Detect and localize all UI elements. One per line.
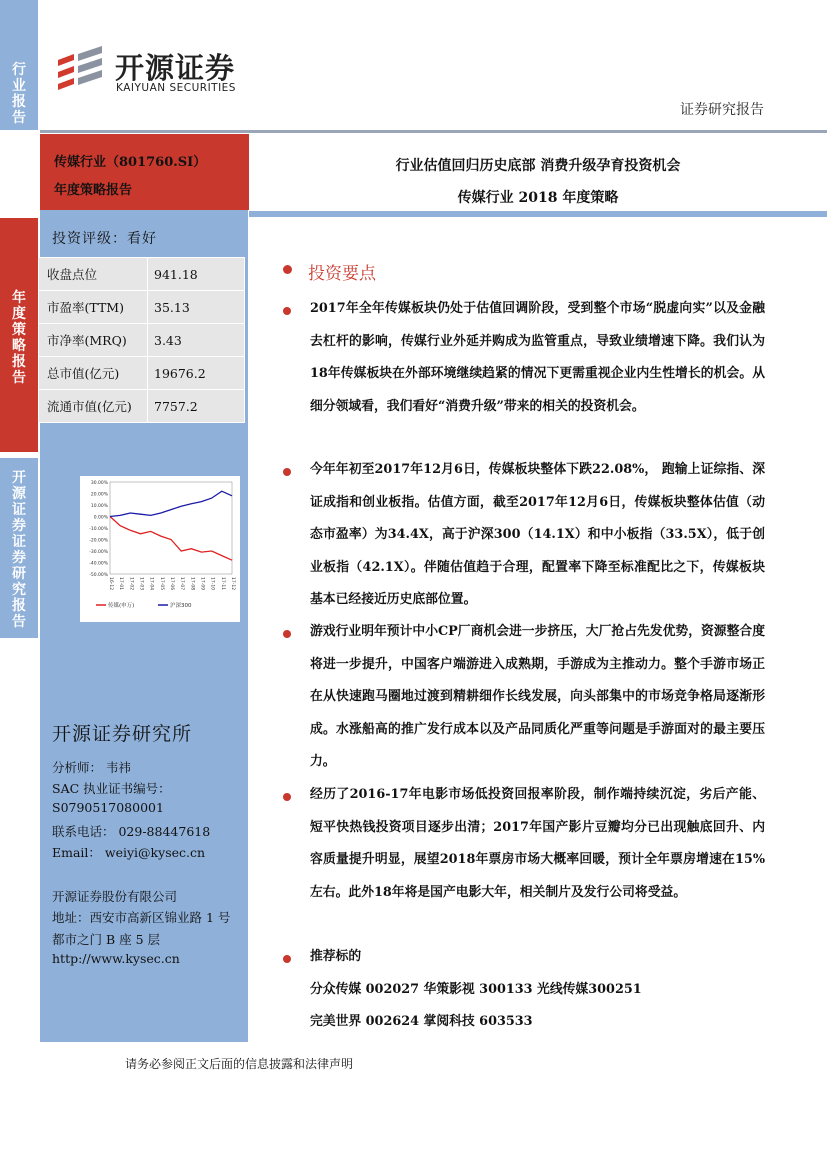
x-tick-label: 17-11 xyxy=(219,577,225,591)
paragraph-valuation: 今年年初至2017年12月6日，传媒板块整体下跌22.08%， 跑输上证综指、深证成指和创业板指。估值方面，截至2017年12月6日，传媒板块整体估值（动态市盈率）为34.4X，高于沪深300（14.1X）和中小板指（33.5X），低于创业板指（42.1X）。伴随估值趋于合理，配置率下降至标准配比之下，传媒板块基本已经接近历史底部位置。 xyxy=(310,462,765,607)
recommend-line1: 分众传媒 002027 华策影视 300133 光线传媒300251 xyxy=(310,982,642,997)
metric-value: 7757.2 xyxy=(148,390,245,423)
key-points-title: 投资要点 xyxy=(308,264,376,284)
series-line xyxy=(110,517,232,561)
side-tab-annual-strategy: 年度策略报告 xyxy=(0,218,38,452)
logo-subtext: KAIYUAN SECURITIES xyxy=(116,82,236,94)
table-row xyxy=(39,258,245,291)
metric-value: 3.43 xyxy=(148,324,245,357)
institute-name: 开源证券研究所 xyxy=(52,723,193,745)
company-name: 开源证券股份有限公司 xyxy=(52,889,178,904)
company-address-line2: 都市之门 B 座 5 层 xyxy=(52,932,161,947)
bullet-icon xyxy=(283,955,291,963)
table-row xyxy=(39,324,245,357)
x-tick-label: 17-05 xyxy=(158,577,164,591)
company-website[interactable]: http://www.kysec.cn xyxy=(52,951,180,966)
x-tick-label: 17-03 xyxy=(138,577,144,591)
table-row xyxy=(39,390,245,423)
paragraph-market-review: 2017年全年传媒板块仍处于估值回调阶段，受到整个市场“脱虚向实”以及金融去杠杆的影响，传媒行业外延并购成为监管重点，导致业绩增速下降。我们认为18年传媒板块在外部环境继续趋紧的情况下更需重视企业内生性增长的机会。从细分领域看，我们看好“消费升级”带来的相关的投资机会。 xyxy=(310,301,765,414)
industry-name: 传媒行业（801760.SI） xyxy=(54,155,207,170)
paragraph-film: 经历了2016-17年电影市场低投资回报率阶段，制作端持续沉淀，劣后产能、短平快热钱投资项目逐步出清；2017年国产影片豆瓣均分已出现触底回升、内容质量提升明显，展望2018年票房市场大概率回暖，预计全年票房增速在15%左右。此外18年将是国产电影大年，相关制片及发行公司将受益。 xyxy=(310,787,765,900)
y-tick-label: -40.00% xyxy=(89,561,108,567)
side-tab-industry-report: 行业报告 xyxy=(0,0,38,130)
side-tab-research-report: 开源证券证券研究报告 xyxy=(0,458,38,638)
x-tick-label: 17-09 xyxy=(199,577,205,591)
y-tick-label: -50.00% xyxy=(89,573,108,578)
x-tick-label: 17-06 xyxy=(169,577,174,591)
legend-label: 沪深300 xyxy=(170,603,192,609)
y-tick-label: -10.00% xyxy=(89,527,108,532)
bullet-icon xyxy=(283,793,291,801)
report-kind: 年度策略报告 xyxy=(54,183,133,198)
sac-label: SAC 执业证书编号： xyxy=(52,781,171,796)
market-metrics-table xyxy=(38,257,245,423)
metric-label: 总市值(亿元) xyxy=(39,357,148,390)
y-tick-label: 30.00% xyxy=(90,481,108,486)
metric-value: 941.18 xyxy=(148,258,245,291)
title-divider xyxy=(249,211,827,217)
x-tick-label: 17-01 xyxy=(118,577,124,591)
recommend-line2: 完美世界 002624 掌阅科技 603533 xyxy=(310,1014,533,1029)
header-divider xyxy=(40,130,827,133)
metric-label: 市盈率(TTM) xyxy=(39,291,148,324)
metric-value: 35.13 xyxy=(148,291,245,324)
x-tick-label: 17-02 xyxy=(128,577,134,591)
x-tick-label: 17-04 xyxy=(148,577,154,591)
chart-svg xyxy=(80,476,240,622)
industry-header-block xyxy=(40,134,249,210)
metric-label: 流通市值(亿元) xyxy=(39,390,148,423)
table-row xyxy=(39,357,245,390)
section-bullet-icon xyxy=(283,265,292,274)
x-tick-label: 17-12 xyxy=(230,577,235,591)
report-type: 证券研究报告 xyxy=(680,102,764,118)
sac-number: S0790517080001 xyxy=(52,800,164,815)
paragraph-gaming: 游戏行业明年预计中小CP厂商机会进一步挤压，大厂抢占先发优势，资源整合度将进一步提升，中国客户端游进入成熟期，手游成为主推动力。整个手游市场正在从快速跑马圈地过渡到精耕细作长线发展，向头部集中的市场竞争格局逐渐形成。水涨船高的推广发行成本以及产品同质化严重等问题是手游面对的最主要压力。 xyxy=(310,624,765,769)
y-tick-label: -30.00% xyxy=(89,550,108,555)
investment-rating: 投资评级：看好 xyxy=(52,231,157,247)
x-tick-label: 16-12 xyxy=(108,577,113,591)
bullet-icon xyxy=(283,468,291,476)
company-address-line1: 地址：西安市高新区锦业路 1 号 xyxy=(52,910,231,925)
recommend-title: 推荐标的 xyxy=(310,949,362,964)
bullet-icon xyxy=(283,630,291,638)
x-tick-label: 17-08 xyxy=(189,577,195,591)
x-tick-label: 17-07 xyxy=(179,577,185,591)
analyst-email: Email： weiyi@kysec.cn xyxy=(52,845,206,860)
legend-label: 传媒(申万) xyxy=(108,603,135,609)
x-tick-label: 17-10 xyxy=(209,577,215,591)
metric-label: 市净率(MRQ) xyxy=(39,324,148,357)
logo-text: 开源证券 xyxy=(115,51,236,85)
y-tick-label: 10.00% xyxy=(90,504,108,509)
metric-value: 19676.2 xyxy=(148,357,245,390)
report-subtitle: 传媒行业 2018 年度策略 xyxy=(457,190,619,206)
y-tick-label: 20.00% xyxy=(90,492,108,498)
analyst-name: 分析师： 韦祎 xyxy=(52,760,131,775)
analyst-phone: 联系电话： 029-88447618 xyxy=(52,824,211,839)
series-line xyxy=(110,491,232,516)
metric-label: 收盘点位 xyxy=(39,258,148,291)
y-tick-label: 0.00% xyxy=(93,515,108,521)
report-title: 行业估值回归历史底部 消费升级孕育投资机会 xyxy=(395,158,681,174)
table-row xyxy=(39,291,245,324)
y-tick-label: -20.00% xyxy=(89,538,108,544)
performance-chart xyxy=(80,476,240,622)
chart-frame xyxy=(110,482,232,574)
bullet-icon xyxy=(283,307,291,315)
footer-disclaimer: 请务必参阅正文后面的信息披露和法律声明 xyxy=(125,1057,354,1071)
